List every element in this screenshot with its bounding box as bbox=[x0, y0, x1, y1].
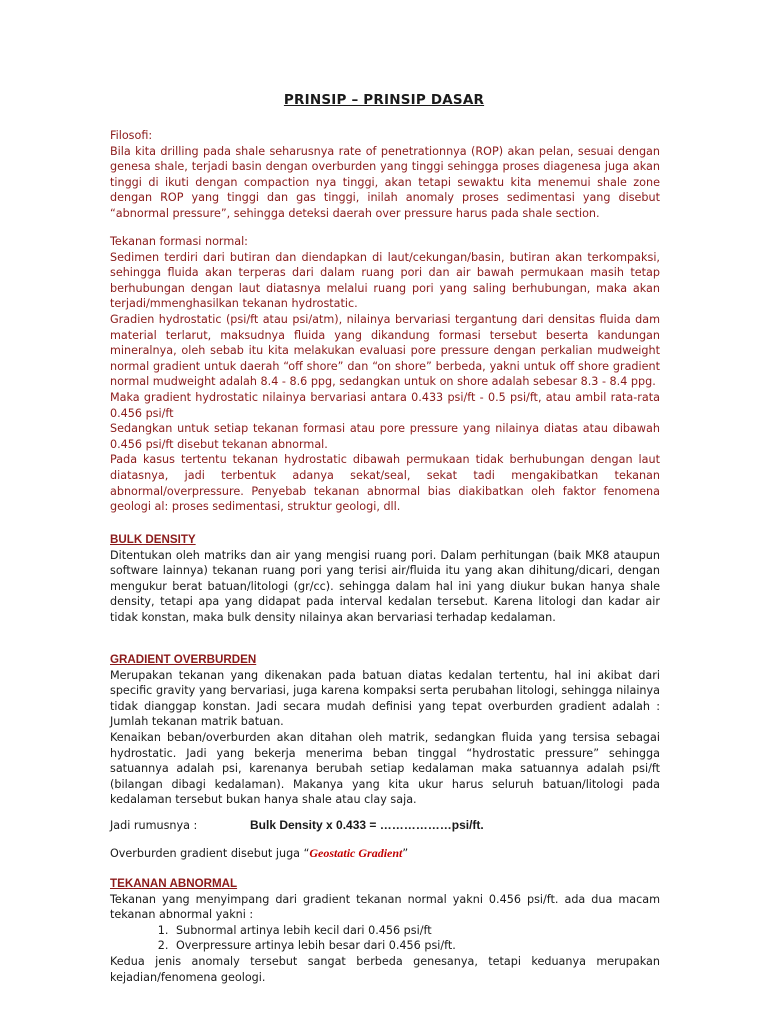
formula-label: Jadi rumusnya : bbox=[110, 819, 198, 832]
tekanan-abnormal-section bbox=[110, 876, 660, 985]
tekanan-normal-paragraph: Sedangkan untuk setiap tekanan formasi atau pore pressure yang nilainya diatas atau dibawah 0.456 psi/ft disebut tekanan abnormal. bbox=[110, 422, 660, 451]
page-title: PRINSIP – PRINSIP DASAR bbox=[283, 92, 485, 108]
tekanan-normal-paragraph: Sedimen terdiri dari butiran dan diendapkan di laut/cekungan/basin, butiran akan terkompaksi, sehingga fluida akan terperas dari dalam ruang pori dan air bawah permukaan masih tetap berhubungan dengan laut diatasnya melalui ruang pori yang saling berhubungan, maka akan terjadi/mmenghasilkan tekanan hydrostatic. bbox=[110, 250, 660, 311]
tekanan-normal-section bbox=[110, 234, 660, 515]
list-item: 2. Overpressure artinya lebih besar dari 0.456 psi/ft. bbox=[172, 938, 660, 954]
geostatic-suffix: ” bbox=[402, 847, 409, 860]
tekanan-normal-label: Tekanan formasi normal: bbox=[110, 235, 248, 248]
filosofi-label: Filosofi: bbox=[110, 129, 153, 142]
tekanan-normal-paragraph: Gradien hydrostatic (psi/ft atau psi/atm), nilainya bervariasi tergantung dari densitas fluida dam material terlarut, maksudnya fluida yang dikandung formasi tersebut beserta kandungan mineralnya, oleh sebab itu kita melakukan evaluasi pore pressure dengan perkalian mudweight normal gradient untuk daerah “off shore” dan “on shore” berbeda, yakni untuk off shore gradient normal mudweight adalah 8.4 - 8.6 ppg, sedangkan untuk on shore adalah sebesar 8.3 - 8.4 ppg. bbox=[110, 312, 660, 389]
bulk-density-text: Ditentukan oleh matriks dan air yang mengisi ruang pori. Dalam perhitungan (baik MK8 ataupun software lainnya) tekanan ruang pori yang terisi air/fluida itu yang akan dihitung/dicari, dengan mengukur berat batuan/litologi (gr/cc). sehingga dalam hal ini yang diukur bukan hanya shale density, tetapi apa yang didapat pada interval kedalan tersebut. Karena litologi dan kadar air tidak konstan, maka bulk density nilainya akan bervariasi terhadap kedalaman. bbox=[110, 548, 660, 624]
filosofi-text: Bila kita drilling pada shale seharusnya rate of penetrationnya (ROP) akan pelan, sesuai dengan genesa shale, terjadi basin dengan overburden yang tinggi sehingga proses diagenesa juga akan tinggi di ikuti dengan compaction nya tinggi, akan tetapi sewaktu kita menemui shale zone dengan ROP yang tinggi dan gas tinggi, inilah anomaly proses sedimentasi yang disebut “abnormal pressure”, sehingga deteksi daerah over pressure harus pada shale section. bbox=[110, 144, 660, 220]
gradient-overburden-paragraph: Kenaikan beban/overburden akan ditahan oleh matrik, sedangkan fluida yang tersisa sebagai hydrostatic. Jadi yang bekerja menerima beban tinggal “hydrostatic pressure” sehingga satuannya adalah psi, karenanya berubah setiap kedalaman maka satuannya adalah psi/ft (bilangan dibagi kedalaman). Makanya yang kita ukur harus seluruh batuan/litologi pada kedalaman tersebut bukan hanya shale atau clay saja. bbox=[110, 730, 660, 807]
tekanan-abnormal-intro: Tekanan yang menyimpang dari gradient tekanan normal yakni 0.456 psi/ft. ada dua macam tekanan abnormal yakni : bbox=[110, 892, 660, 922]
tekanan-abnormal-heading: TEKANAN ABNORMAL bbox=[110, 877, 238, 890]
geostatic-term: Geostatic Gradient bbox=[309, 846, 403, 860]
geostatic-prefix: Overburden gradient disebut juga “ bbox=[110, 847, 310, 860]
tekanan-abnormal-outro: Kedua jenis anomaly tersebut sangat berbeda genesanya, tetapi keduanya merupakan kejadian/fenomena geologi. bbox=[110, 954, 660, 984]
geostatic-row bbox=[110, 846, 660, 862]
tekanan-normal-paragraph: Pada kasus tertentu tekanan hydrostatic dibawah permukaan tidak berhubungan dengan laut diatasnya, jadi terbentuk adanya sekat/seal, sekat tadi mengakibatkan tekanan abnormal/overpressure. Penyebab tekanan abnormal bias diakibatkan oleh faktor fenomena geologi al: proses sedimentasi, struktur geologi, dll. bbox=[110, 453, 660, 514]
list-item: 1. Subnormal artinya lebih kecil dari 0.456 psi/ft bbox=[172, 923, 660, 939]
bulk-density-heading: BULK DENSITY bbox=[110, 533, 196, 546]
formula-row bbox=[110, 818, 660, 834]
gradient-overburden-heading: GRADIENT OVERBURDEN bbox=[110, 653, 257, 666]
bulk-density-section bbox=[110, 532, 660, 626]
formula: Bulk Density x 0.433 = ………………psi/ft. bbox=[250, 818, 484, 832]
gradient-overburden-paragraph: Merupakan tekanan yang dikenakan pada batuan diatas kedalan tertentu, hal ini akibat dari specific gravity yang bervariasi, juga karena kompaksi serta perubahan litologi, sehingga nilainya tidak dianggap konstan. Jadi secara mudah definisi yang tepat overburden gradient adalah : Jumlah tekanan matrik batuan. bbox=[110, 668, 660, 729]
tekanan-abnormal-list bbox=[110, 923, 660, 954]
tekanan-normal-paragraph: Maka gradient hydrostatic nilainya bervariasi antara 0.433 psi/ft - 0.5 psi/ft, atau ambil rata-rata 0.456 psi/ft bbox=[110, 390, 660, 420]
filosofi-section bbox=[110, 128, 660, 222]
gradient-overburden-section bbox=[110, 652, 660, 808]
